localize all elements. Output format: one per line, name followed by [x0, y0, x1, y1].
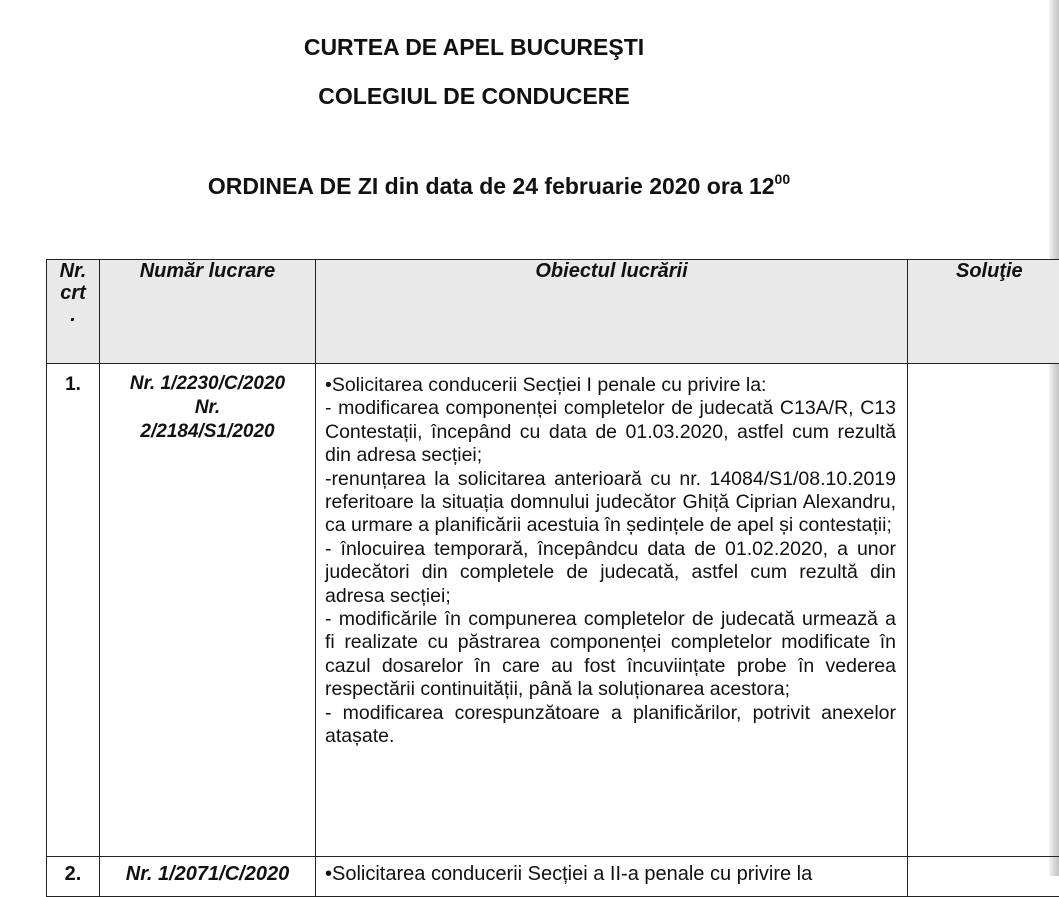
subject-cell: [316, 364, 908, 857]
column-header-nr-line3: .: [70, 304, 76, 326]
table-header-row: [47, 260, 1059, 364]
subject-paragraph: -renunțarea la solicitarea anterioară cu nr. 14084/S1/08.10.2019 referitoare la situația domnului judecător Ghiță Ciprian Alexandru, ca urmare a planificării acestuia în ședințele de apel și contestații;: [325, 468, 896, 538]
subject-paragraph: - modificarea componenței completelor de judecată C13A/R, C13 Contestații, începând cu data de 01.03.2020, astfel cum rezultă din adresa secției;: [325, 397, 896, 467]
case-number-line: Nr.: [100, 396, 315, 420]
case-number-line: Nr. 1/2071/C/2020: [100, 863, 315, 886]
case-number-line: 2/2184/S1/2020: [100, 420, 315, 444]
subject-paragraph: - înlocuirea temporară, începândcu data de 01.02.2020, a unor judecători din completele de judecată, astfel cum rezultă din adresa secției;: [325, 538, 896, 608]
case-number-cell: [100, 364, 316, 857]
court-name-heading: CURTEA DE APEL BUCUREŞTI: [0, 34, 948, 61]
case-number-line: Nr. 1/2230/C/2020: [100, 372, 315, 396]
row-number: [47, 857, 100, 897]
agenda-time-superscript: 00: [775, 171, 791, 187]
agenda-title-text: ORDINEA DE ZI din data de 24 februarie 2020 ora 12: [208, 173, 775, 199]
row-number-text: 2.: [47, 863, 99, 886]
column-header-nr-line2: crt: [60, 282, 86, 304]
agenda-title: [0, 173, 998, 200]
column-header-numar: Număr lucrare: [100, 260, 316, 364]
subject-paragraph: •Solicitarea conducerii Secției a II-a penale cu privire la: [316, 863, 907, 886]
subject-paragraph: - modificările în compunerea completelor de judecată urmează a fi realizate cu păstrarea componenței completelor modificate în cazul dosarelor în care au fost încuviințate probe în vederea respectării continuității, până la soluționarea acestora;: [325, 608, 896, 702]
column-header-solutie: Soluţie: [908, 260, 1059, 364]
subject-cell: [316, 857, 908, 897]
row-number: 1.: [47, 364, 100, 857]
subject-paragraph: •Solicitarea conducerii Secției I penale cu privire la:: [325, 374, 896, 397]
solution-cell: [908, 364, 1059, 857]
table-row: [47, 857, 1059, 897]
table-row: [47, 364, 1059, 857]
column-header-nr-line1: Nr.: [60, 260, 87, 282]
subject-paragraph: - modificarea corespunzătoare a planificărilor, potrivit anexelor atașate.: [325, 702, 896, 749]
case-number-cell: [100, 857, 316, 897]
solution-cell: [908, 857, 1059, 897]
board-name-heading: COLEGIUL DE CONDUCERE: [0, 83, 948, 110]
column-header-nr: [47, 260, 100, 364]
agenda-table: [46, 259, 1059, 897]
column-header-obiect: Obiectul lucrării: [316, 260, 908, 364]
